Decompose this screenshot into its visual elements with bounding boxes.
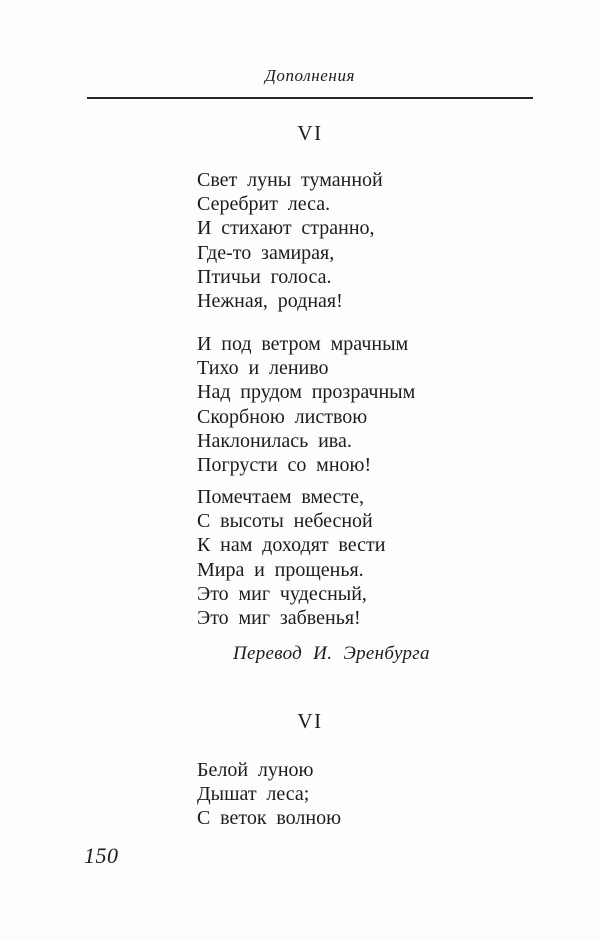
poem-line: С высоты небесной: [197, 510, 373, 533]
section-heading: VI: [297, 709, 323, 733]
poem-line: И под ветром мрачным: [197, 333, 409, 355]
poem-line: Птичьи голоса.: [197, 265, 332, 288]
header-rule: [87, 97, 533, 99]
poem-line: Помечтаем вместе,: [197, 486, 364, 508]
poem-line: К нам доходят вести: [197, 534, 386, 557]
poem-line: Дышат леса;: [197, 783, 310, 806]
stanza: [197, 485, 385, 630]
poem-line: Это миг чудесный,: [197, 582, 367, 605]
poem-line: Нежная, родная!: [197, 290, 343, 313]
running-head: Дополнения: [264, 66, 356, 85]
poem-line: Серебрит леса.: [197, 193, 331, 216]
poem-line: Белой луною: [197, 759, 314, 781]
poem-line: Наклонилась ива.: [197, 429, 352, 452]
poem-line: Скорбною листвою: [197, 405, 368, 428]
stanza: [197, 168, 383, 313]
poem-line: Погрусти со мною!: [197, 454, 372, 477]
poem-line: Мира и прощенья.: [197, 558, 364, 581]
poem-line: Свет луны туманной: [197, 169, 383, 191]
page-number: 150: [84, 843, 119, 868]
stanza: [197, 332, 415, 477]
translator-attribution: Перевод И. Эренбурга: [233, 643, 430, 664]
section-heading: VI: [297, 121, 323, 145]
poem-line: Где-то замирая,: [197, 241, 335, 264]
poem-line: Это миг забвенья!: [197, 607, 361, 630]
poem-line: Тихо и лениво: [197, 357, 329, 380]
poem-line: И стихают странно,: [197, 217, 375, 240]
stanza: [197, 758, 341, 831]
poem-line: Над прудом прозрачным: [197, 381, 416, 404]
poem-line: С веток волною: [197, 807, 342, 830]
